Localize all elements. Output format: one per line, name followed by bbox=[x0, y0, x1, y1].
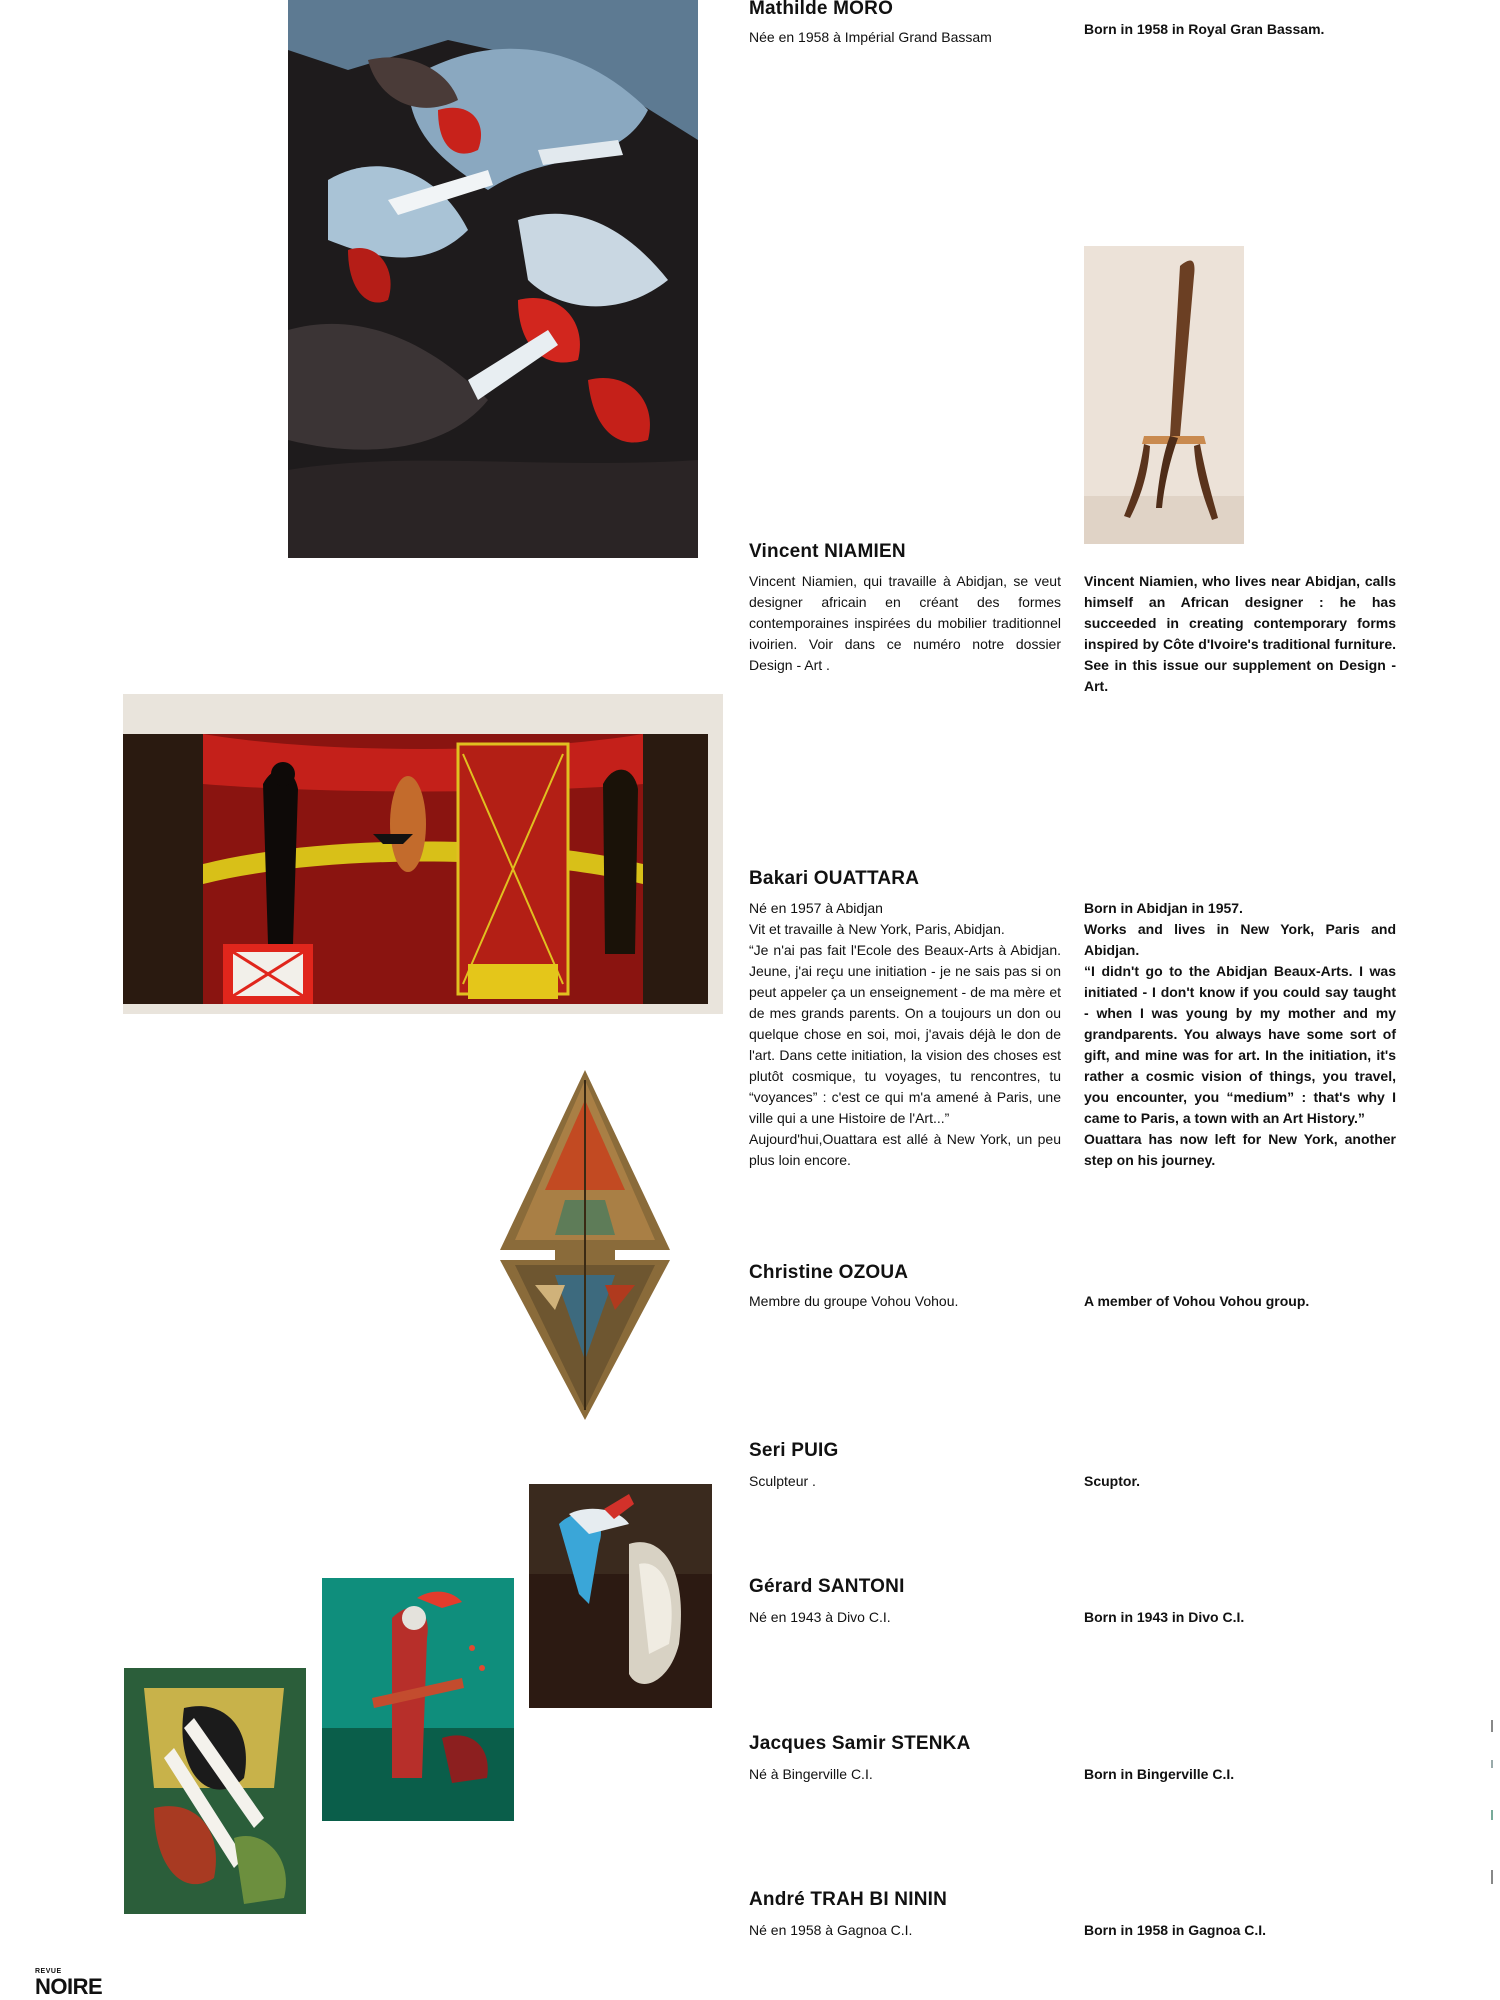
ouattara-en-birth: Born in Abidjan in 1957. bbox=[1084, 900, 1243, 916]
ouattara-painting bbox=[123, 694, 723, 1014]
santoni-bio-fr bbox=[749, 1607, 1061, 1628]
ouattara-fr-quote: “Je n'ai pas fait l'Ecole des Beaux-Arts à Abidjan. Jeune, j'ai reçu une initiation - je ne sais pas si on peut appeler ça un enseignement - de ma mère et de mes grands parents. On a toujours un don ou quelque chose en soi, moi, j'avais déjà le don de l'art. Dans cette initiation, la vision des choses est plutôt cosmique, tu voyages, tu rencontres, tu “voyances” : c'est ce qui m'a amené à Paris, une ville qui a une Histoire de l'Art...” bbox=[749, 942, 1061, 1126]
puig-bio-en bbox=[1084, 1471, 1396, 1492]
stenka-fr-line: Né à Bingerville C.I. bbox=[749, 1766, 873, 1782]
niamien-en-text: Vincent Niamien, who lives near Abidjan, calls himself an African designer : he has succeeded in creating contemporary forms inspired by Côte d'Ivoire's traditional furniture. See in this issue our supplement on Design - Art. bbox=[1084, 573, 1396, 694]
ozoua-en-line: A member of Vohou Vohou group. bbox=[1084, 1293, 1310, 1309]
artist-name-niamien: Vincent NIAMIEN bbox=[749, 541, 906, 562]
ouattara-fr-lives: Vit et travaille à New York, Paris, Abidjan. bbox=[749, 921, 1005, 937]
logo-large-text: NOIRE bbox=[35, 1974, 103, 1999]
trah-bi-bio-en bbox=[1084, 1920, 1396, 1941]
puig-fr-line: Sculpteur . bbox=[749, 1473, 816, 1489]
moro-bio-en bbox=[1084, 19, 1396, 40]
artist-name-santoni: Gérard SANTONI bbox=[749, 1576, 905, 1597]
niamien-bio-en bbox=[1084, 571, 1396, 697]
santoni-painting bbox=[529, 1484, 712, 1708]
ozoua-fr-line: Membre du groupe Vohou Vohou. bbox=[749, 1293, 959, 1309]
scan-edge-marks bbox=[1490, 1720, 1494, 1890]
ouattara-bio-fr bbox=[749, 898, 1061, 1171]
moro-fr-line: Née en 1958 à Impérial Grand Bassam bbox=[749, 29, 992, 45]
ozoua-artwork bbox=[495, 1070, 675, 1420]
puig-en-line: Scuptor. bbox=[1084, 1473, 1141, 1489]
ouattara-en-lives: Works and lives in New York, Paris and Abidjan. bbox=[1084, 921, 1396, 958]
artist-name-moro: Mathilde MORO bbox=[749, 0, 894, 19]
ouattara-bio-en bbox=[1084, 898, 1396, 1171]
ozoua-bio-en bbox=[1084, 1291, 1396, 1312]
ouattara-en-quote: “I didn't go to the Abidjan Beaux-Arts. I was initiated - I don't know if you could say taught - when I was young by my mother and my grandparents. You always have some sort of gift, and mine was for art. In the initiation, it's rather a cosmic vision of things, you travel, you encounter, you “medium” : that's why I came to Paris, a town with an Art History.” bbox=[1084, 963, 1396, 1126]
artist-name-ouattara: Bakari OUATTARA bbox=[749, 868, 920, 889]
artist-name-ozoua: Christine OZOUA bbox=[749, 1262, 909, 1283]
trah-bi-fr-line: Né en 1958 à Gagnoa C.I. bbox=[749, 1922, 913, 1938]
trah-bi-bio-fr bbox=[749, 1920, 1061, 1941]
ouattara-fr-birth: Né en 1957 à Abidjan bbox=[749, 900, 883, 916]
artist-name-puig: Seri PUIG bbox=[749, 1440, 839, 1461]
ouattara-en-today: Ouattara has now left for New York, another step on his journey. bbox=[1084, 1131, 1396, 1168]
moro-painting bbox=[288, 0, 698, 558]
niamien-bio-fr bbox=[749, 571, 1061, 676]
artist-name-trah-bi: André TRAH BI NININ bbox=[749, 1889, 948, 1910]
logo-small-text: REVUE bbox=[35, 1968, 62, 1975]
trah-bi-painting bbox=[124, 1668, 306, 1914]
stenka-en-line: Born in Bingerville C.I. bbox=[1084, 1766, 1235, 1782]
artist-name-stenka: Jacques Samir STENKA bbox=[749, 1733, 971, 1754]
santoni-bio-en bbox=[1084, 1607, 1396, 1628]
moro-en-line: Born in 1958 in Royal Gran Bassam. bbox=[1084, 21, 1325, 37]
trah-bi-en-line: Born in 1958 in Gagnoa C.I. bbox=[1084, 1922, 1267, 1938]
revue-noire-logo bbox=[35, 1968, 103, 2000]
stenka-painting bbox=[322, 1578, 514, 1821]
ozoua-bio-fr bbox=[749, 1291, 1061, 1312]
puig-bio-fr bbox=[749, 1471, 1061, 1492]
ouattara-fr-today: Aujourd'hui,Ouattara est allé à New York, un peu plus loin encore. bbox=[749, 1131, 1061, 1168]
stenka-bio-en bbox=[1084, 1764, 1396, 1785]
moro-bio-fr bbox=[749, 27, 1061, 48]
stenka-bio-fr bbox=[749, 1764, 1061, 1785]
niamien-chair-photo bbox=[1084, 246, 1244, 544]
niamien-fr-text: Vincent Niamien, qui travaille à Abidjan, se veut designer africain en créant des formes contemporaines inspirées du mobilier traditionnel ivoirien. Voir dans ce numéro notre dossier Design - Art . bbox=[749, 573, 1061, 673]
santoni-fr-line: Né en 1943 à Divo C.I. bbox=[749, 1609, 891, 1625]
santoni-en-line: Born in 1943 in Divo C.I. bbox=[1084, 1609, 1245, 1625]
